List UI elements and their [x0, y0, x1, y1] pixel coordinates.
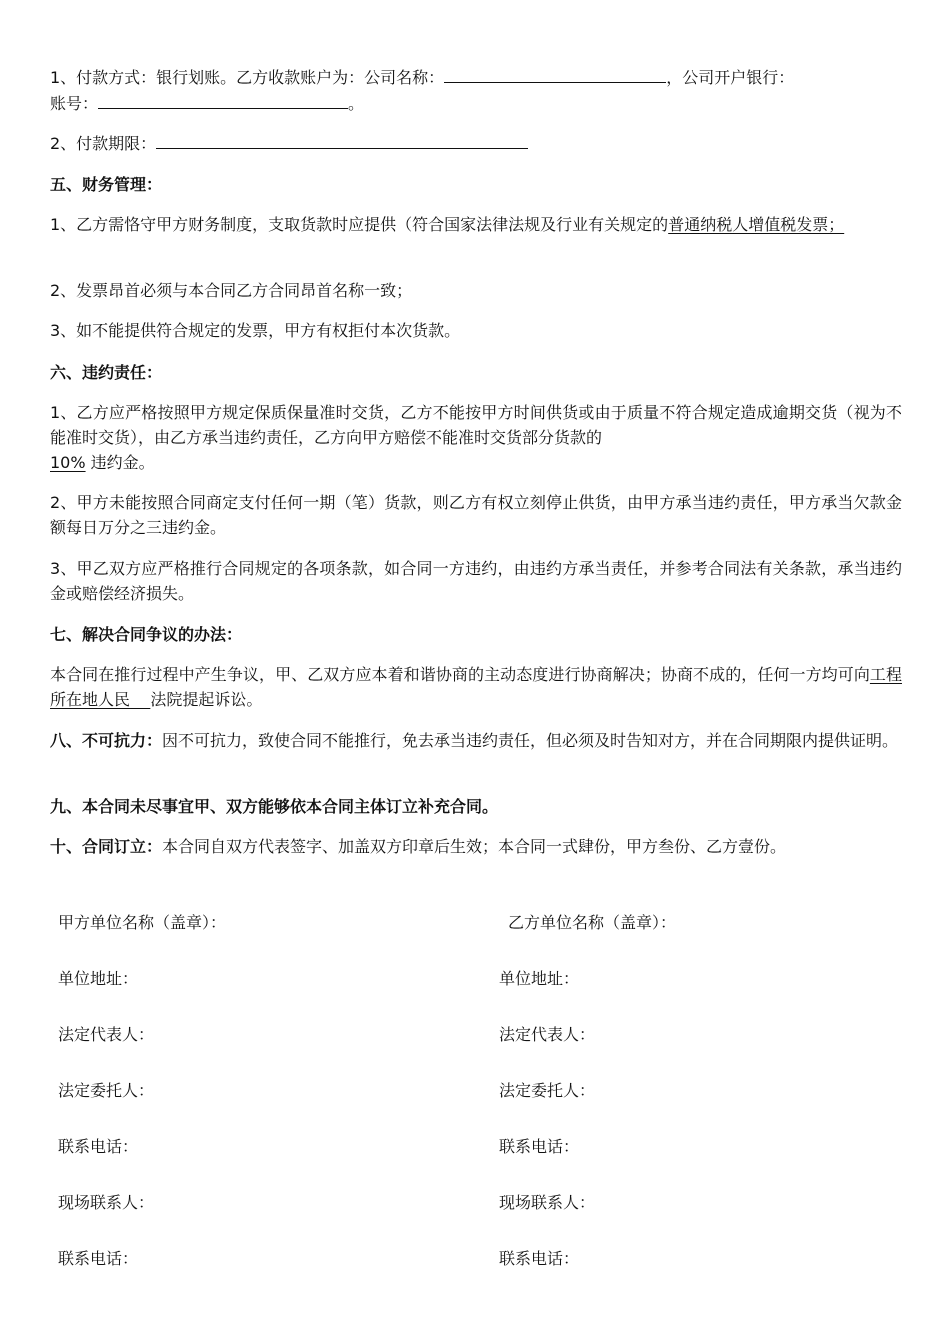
- payment-method-paragraph: [50, 64, 902, 116]
- finance-item-2: 2、发票昂首必须与本合同乙方合同昂首名称一致；: [50, 281, 413, 300]
- dispute-heading: 七、解决合同争议的办法：: [50, 625, 243, 644]
- signing-heading: 十、合同订立：: [50, 837, 163, 856]
- party-b-name-label: 乙方单位名称（盖章）：: [508, 913, 677, 932]
- force-majeure-text: 因不可抗力，致使合同不能推行，免去承当违约责任，但必须及时告知对方，并在合同期限内提供证明。: [162, 731, 899, 750]
- liability-heading: 六、违约责任：: [50, 363, 163, 382]
- party-a-legal-rep-label: 法定代表人：: [58, 1025, 155, 1044]
- party-a-address-label: 单位地址：: [58, 969, 139, 988]
- liability-item-2: 2、甲方未能按照合同商定支付任何一期（笔）货款，则乙方有权立刻停止供货，由甲方承当违约责任，甲方承当欠款金额每日万分之三违约金。: [50, 493, 902, 537]
- force-majeure-heading: 八、不可抗力：: [50, 731, 163, 750]
- liability-item-1: [50, 400, 902, 475]
- party-a-agent-label: 法定委托人：: [58, 1081, 155, 1100]
- account-label: 账号：: [50, 94, 99, 113]
- period-mark: 。: [348, 94, 365, 113]
- party-a-phone-label: 联系电话：: [58, 1137, 139, 1156]
- account-blank: [98, 90, 348, 109]
- dispute-text-end: 法院提起诉讼。: [150, 690, 263, 709]
- bank-label: ，公司开户银行：: [666, 68, 795, 87]
- liability-item-3: 3、甲乙双方应严格推行合同规定的各项条款，如合同一方违约，由违约方承当责任，并参考合同法有关条款，承当违约金或赔偿经济损失。: [50, 559, 902, 603]
- party-a-phone2-label: 联系电话：: [58, 1249, 139, 1268]
- finance-item-1-text: 1、乙方需恪守甲方财务制度，支取货款时应提供（符合国家法律法规及行业有关规定的: [50, 215, 669, 234]
- payment-term-paragraph: [50, 130, 902, 156]
- payment-method-text: 1、付款方式：银行划账。乙方收款账户为：公司名称：: [50, 68, 445, 87]
- finance-item-1: [50, 212, 902, 237]
- finance-item-3: 3、如不能提供符合规定的发票，甲方有权拒付本次货款。: [50, 321, 461, 340]
- force-majeure-paragraph: [50, 728, 902, 753]
- party-b-legal-rep-label: 法定代表人：: [499, 1025, 596, 1044]
- signing-paragraph: [50, 834, 902, 859]
- party-a-site-contact-label: 现场联系人：: [58, 1193, 155, 1212]
- payment-term-label: 2、付款期限：: [50, 134, 157, 153]
- penalty-rate-underlined: 10%: [50, 453, 86, 472]
- dispute-paragraph: [50, 662, 902, 712]
- company-name-blank: [444, 64, 666, 83]
- liability-item-1-text: 1、乙方应严格按照甲方规定保质保量准时交货，乙方不能按甲方时间供货或由于质量不符合规定造成逾期交货（视为不能准时交货），由乙方承当违约责任，乙方向甲方赔偿不能准时交货部分货款的: [50, 403, 902, 447]
- payment-term-blank: [156, 130, 528, 149]
- party-b-address-label: 单位地址：: [499, 969, 580, 988]
- finance-heading: 五、财务管理：: [50, 175, 163, 194]
- party-b-phone2-label: 联系电话：: [499, 1249, 580, 1268]
- party-b-site-contact-label: 现场联系人：: [499, 1193, 596, 1212]
- court-location-underlined: 工程所在地人民: [50, 665, 902, 709]
- liability-item-1-end: 违约金。: [90, 453, 155, 472]
- invoice-type-underlined: 普通纳税人增值税发票；: [668, 215, 845, 234]
- supplement-heading: 九、本合同未尽事宜甲、双方能够依本合同主体订立补充合同。: [50, 797, 499, 816]
- dispute-text: 本合同在推行过程中产生争议，甲、乙双方应本着和谐协商的主动态度进行协商解决；协商不成的，任何一方均可向: [50, 665, 870, 684]
- party-b-agent-label: 法定委托人：: [499, 1081, 596, 1100]
- party-b-phone-label: 联系电话：: [499, 1137, 580, 1156]
- signing-text: 本合同自双方代表签字、加盖双方印章后生效；本合同一式肆份，甲方叁份、乙方壹份。: [162, 837, 787, 856]
- party-a-name-label: 甲方单位名称（盖章）：: [58, 913, 227, 932]
